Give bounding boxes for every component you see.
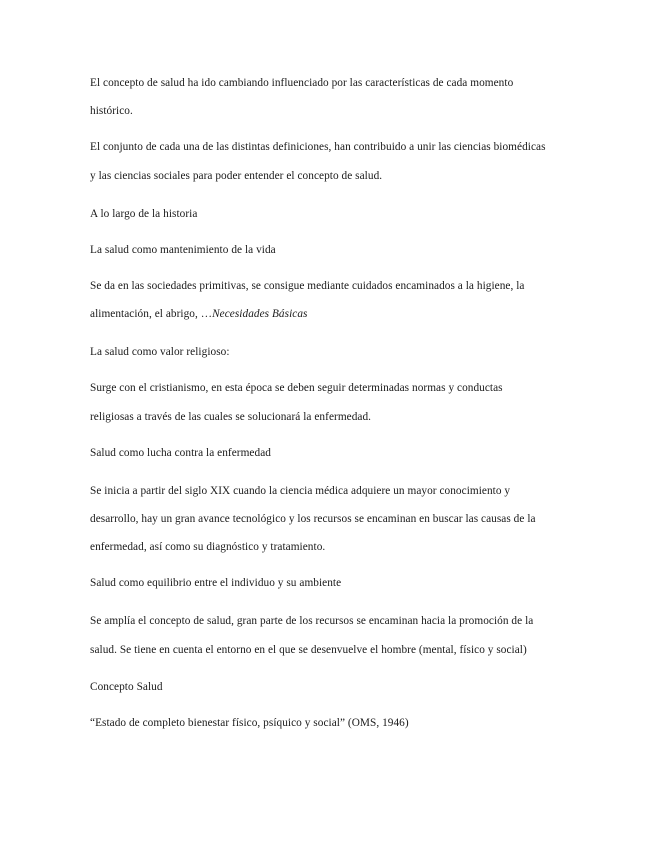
section-heading: Salud como equilibrio entre el individuo y su ambiente [90, 577, 342, 589]
paragraph-line: enfermedad, así como su diagnóstico y tratamiento. [90, 541, 326, 553]
paragraph-line: y las ciencias sociales para poder entender el concepto de salud. [90, 170, 383, 182]
paragraph-line: salud. Se tiene en cuenta el entorno en el que se desenvuelve el hombre (mental, físico y social) [90, 644, 527, 656]
paragraph-line: Se amplía el concepto de salud, gran parte de los recursos se encaminan hacia la promoción de la [90, 615, 534, 627]
paragraph-line: Surge con el cristianismo, en esta época se deben seguir determinadas normas y conductas [90, 382, 503, 394]
section-heading: La salud como mantenimiento de la vida [90, 244, 276, 256]
paragraph-line: histórico. [90, 105, 133, 117]
section-heading: Salud como lucha contra la enfermedad [90, 447, 271, 459]
paragraph-line: desarrollo, hay un gran avance tecnológico y los recursos se encaminan en buscar las causas de la [90, 513, 536, 525]
paragraph-line: religiosas a través de las cuales se solucionará la enfermedad. [90, 411, 372, 423]
section-heading: La salud como valor religioso: [90, 346, 230, 358]
quote-line: “Estado de completo bienestar físico, psíquico y social” (OMS, 1946) [90, 717, 409, 729]
paragraph-line: El conjunto de cada una de las distintas definiciones, han contribuido a unir las ciencias biomédicas [90, 141, 546, 153]
paragraph-line-text: alimentación, el abrigo, … [90, 308, 213, 320]
paragraph-line: El concepto de salud ha ido cambiando influenciado por las características de cada momento [90, 77, 514, 89]
section-heading: A lo largo de la historia [90, 208, 198, 220]
italic-term: Necesidades Básicas [212, 308, 308, 320]
paragraph-line [90, 307, 307, 321]
paragraph-line: Se inicia a partir del siglo XIX cuando la ciencia médica adquiere un mayor conocimiento y [90, 485, 511, 497]
section-heading: Concepto Salud [90, 681, 163, 693]
paragraph-line: Se da en las sociedades primitivas, se consigue mediante cuidados encaminados a la higiene, la [90, 280, 525, 292]
